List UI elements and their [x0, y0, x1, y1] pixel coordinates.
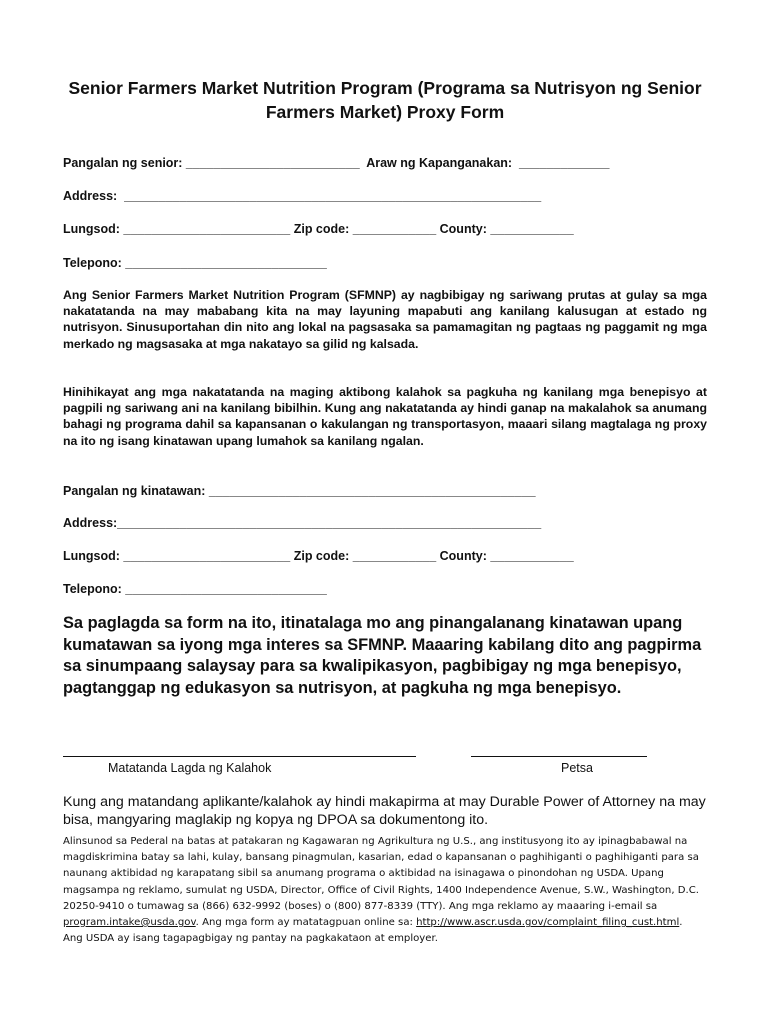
- authorization-statement: Sa paglagda sa form na ito, itinatalaga mo ang pinangalanang kinatawan upang kumatawan sa iyong mga interes sa SFMNP. Maaaring kabilang dito ang pagpirma sa sinumpaang salaysay para sa kwalipikasyon, pagbibigay ng mga benepisyo, pagtanggap ng edukasyon sa nutrisyon, at pagkuha ng mga benepisyo.: [63, 614, 702, 697]
- proxy-name-field[interactable]: Pangalan ng kinatawan: _______________________________________________: [63, 484, 536, 498]
- proxy-city-zip-county-field[interactable]: Lungsod: ________________________ Zip code: ____________ County: ____________: [63, 549, 574, 563]
- nondiscrimination-text-3: . Ang USDA ay isang tagapagbigay ng pantay na pagkakataon at employer.: [63, 917, 683, 945]
- senior-phone-field[interactable]: Telepono: _____________________________: [63, 256, 327, 270]
- program-description-paragraph: Ang Senior Farmers Market Nutrition Program (SFMNP) ay nagbibigay ng sariwang prutas at gulay sa mga nakatatanda na may mababang kita na may layuning mapabuti ang kanilang kalusugan at estado ng nutrisyon. Sinusuportahan din nito ang lokal na pagsasaka sa pamamagitan ng pagtaas ng paggamit ng mga merkado ng magsasaka at mga nakatayo sa gilid ng kalsada.: [63, 288, 707, 351]
- dpoa-note: Kung ang matandang aplikante/kalahok ay hindi makapirma at may Durable Power of Attorney na may bisa, mangyaring maglakip ng kopya ng DPOA sa dokumentong ito.: [63, 794, 706, 828]
- form-title: Senior Farmers Market Nutrition Program (Programa sa Nutrisyon ng Senior Farmers Market) Proxy Form: [68, 78, 702, 122]
- senior-name-field[interactable]: Pangalan ng senior: _________________________ Araw ng Kapanganakan: _____________: [63, 156, 610, 170]
- nondiscrimination-text-2: . Ang mga form ay matatagpuan online sa:: [195, 917, 417, 929]
- proxy-phone-field[interactable]: Telepono: _____________________________: [63, 582, 327, 596]
- nondiscrimination-statement: [63, 834, 703, 947]
- participant-signature-label: Matatanda Lagda ng Kalahok: [108, 761, 272, 775]
- date-signature-line[interactable]: [471, 756, 647, 757]
- complaint-form-url-link[interactable]: http://www.ascr.usda.gov/complaint_filing_cust.html: [416, 917, 680, 929]
- complaint-email-link[interactable]: program.intake@usda.gov: [63, 917, 196, 929]
- senior-city-zip-county-field[interactable]: Lungsod: ________________________ Zip code: ____________ County: ____________: [63, 222, 574, 236]
- proxy-explanation-paragraph: Hinihikayat ang mga nakatatanda na maging aktibong kalahok sa pagkuha ng kanilang mga benepisyo at pagpili ng sariwang ani na kanilang bibilhin. Kung ang nakatatanda ay hindi ganap na makalahok sa anumang bahagi ng programa dahil sa kapansanan o kakulangan ng transportasyon, maaari silang magtalaga ng proxy na ito ng isang kinatawan upang lumahok sa kanilang ngalan.: [63, 385, 707, 448]
- date-label: Petsa: [561, 761, 593, 775]
- participant-signature-line[interactable]: [63, 756, 416, 757]
- proxy-address-field[interactable]: Address:_____________________________________________________________: [63, 516, 542, 530]
- senior-address-field[interactable]: Address: ____________________________________________________________: [63, 189, 542, 203]
- nondiscrimination-text-1: Alinsunod sa Pederal na batas at patakaran ng Kagawaran ng Agrikultura ng U.S., ang institusyong ito ay ipinagbabawal na magdiskrimina batay sa lahi, kulay, bansang pinagmulan, kasarian, edad o kapansanan o paghihiganti o paghihiganti para sa naunang aktibidad ng karapatang sibil sa anumang programa o aktibidad na isinagawa o pinondohan ng USDA. Upang magsampa ng reklamo, sumulat ng USDA, Director, Office of Civil Rights, 1400 Independence Avenue, S.W., Washington, D.C. 20250-9410 o tumawag sa (866) 632-9992 (boses) o (800) 877-8339 (TTY). Ang mga reklamo ay maaaring i-email sa: [63, 836, 699, 912]
